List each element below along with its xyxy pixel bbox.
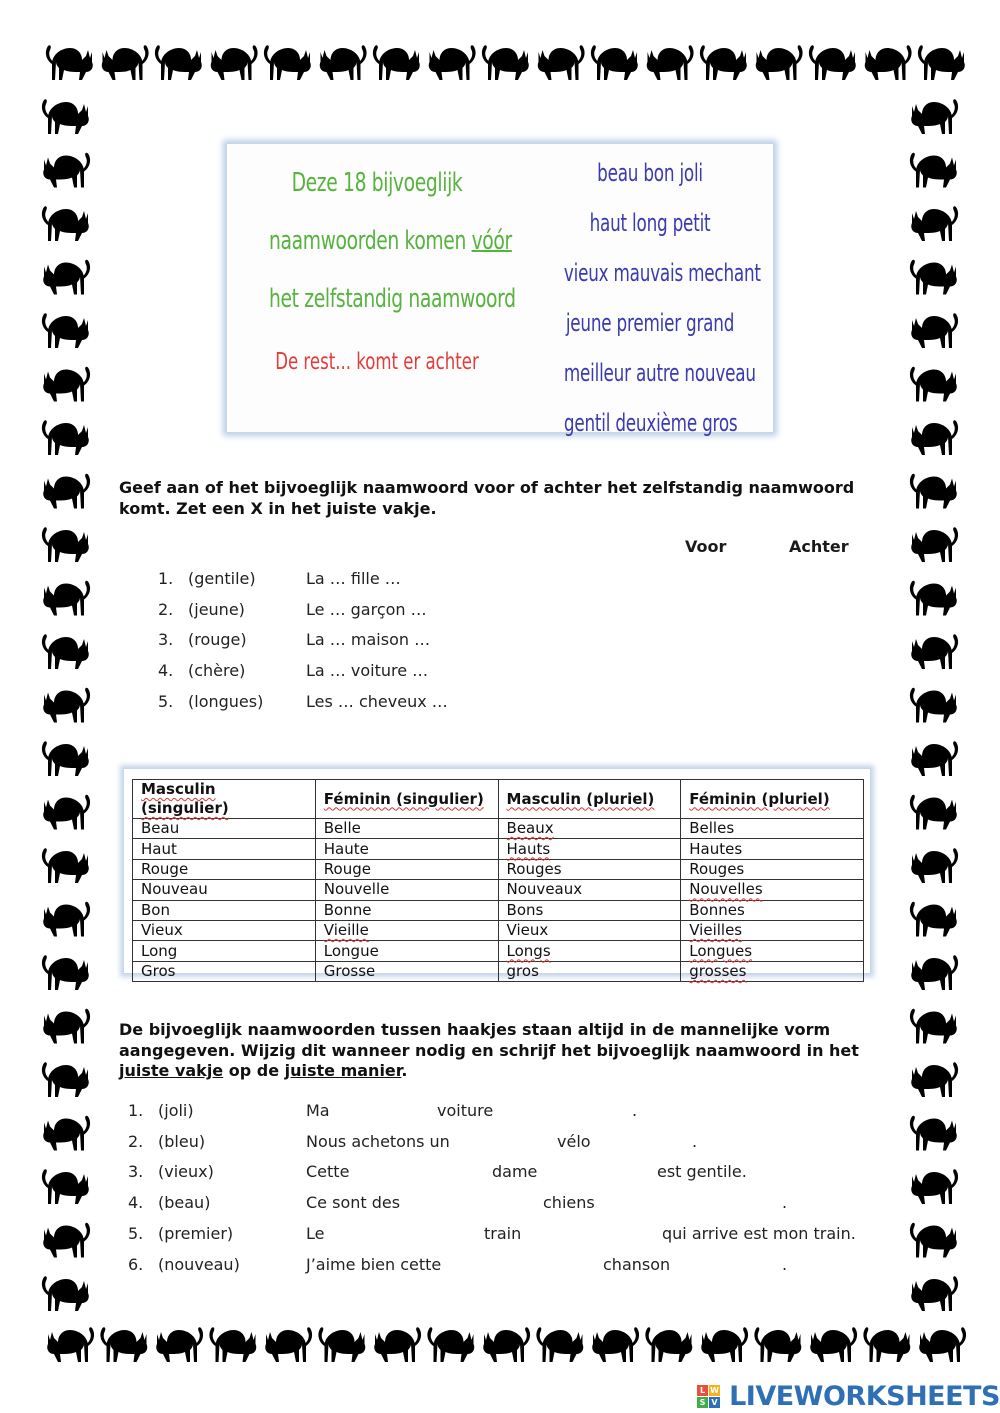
cat-icon [43, 688, 90, 723]
cat-icon [42, 1062, 89, 1097]
ex2-p1: J’aime bien cette [306, 1254, 442, 1274]
cat-icon [910, 581, 957, 616]
header-fem-sing: Féminin (singulier) [315, 780, 498, 819]
table-cell: Longs [498, 941, 681, 961]
cat-icon [373, 45, 420, 80]
cat-icon [209, 1327, 256, 1362]
cat-icon [43, 581, 90, 616]
banner-adjective-list [527, 148, 773, 448]
cat-icon [374, 1327, 421, 1362]
cat-icon [427, 1327, 474, 1362]
ex1-adj: (longues) [188, 691, 264, 711]
table-cell: Nouveaux [498, 880, 681, 900]
cat-icon [42, 206, 89, 241]
ex1-num: 1. [158, 569, 174, 588]
table-cell: Longues [681, 941, 864, 961]
ex2-p2: voiture [437, 1101, 494, 1120]
instruction-part1: Geef aan of het bijvoeglijk naamwoord voor of achter het zelfstandig naamwoord komt. Zet een X in het juiste vakje. [119, 478, 855, 518]
cat-icon [911, 848, 958, 883]
ex2-adj: (nouveau) [158, 1254, 240, 1274]
emph-juiste-vakje: juiste vakje [119, 1061, 224, 1080]
cat-icon [911, 206, 958, 241]
ex1-num: 3. [158, 630, 174, 650]
table-cell: Vieux [133, 920, 316, 940]
cat-icon [910, 1116, 957, 1151]
ex2-p3: . [782, 1254, 788, 1274]
cat-icon [647, 45, 694, 80]
cat-icon [910, 902, 957, 937]
cat-icon [911, 527, 958, 562]
cat-icon [43, 1116, 90, 1151]
table-cell: Rouge [315, 859, 498, 879]
ex2-num: 1. [128, 1101, 144, 1120]
cat-icon [42, 313, 89, 348]
adjective-table-image [123, 768, 871, 980]
adjective-forms-table [132, 779, 864, 982]
ex2-adj: (premier) [158, 1223, 234, 1243]
header-masc-sing: Masculin (singulier) [133, 780, 316, 819]
ex1-adj: (chère) [188, 661, 246, 681]
cat-icon [592, 1327, 639, 1362]
ex1-sentence: La … maison … [306, 630, 431, 650]
column-achter: Achter [789, 537, 849, 556]
header-masc-plur: Masculin (pluriel) [498, 780, 681, 819]
cat-icon [701, 1327, 748, 1362]
banner-red-line: De rest... komt er achter [275, 349, 479, 375]
ex1-num: 2. [158, 599, 174, 619]
cat-icon [42, 99, 89, 134]
cat-icon [910, 1223, 957, 1258]
cat-icon [42, 741, 89, 776]
cat-icon [910, 474, 957, 509]
cat-icon [42, 1276, 89, 1311]
ex1-num: 5. [158, 691, 174, 711]
table-cell: Haute [315, 839, 498, 859]
table-cell: Nouveau [133, 880, 316, 900]
cat-icon [42, 420, 89, 455]
cat-icon [910, 795, 957, 830]
cat-icon [42, 848, 89, 883]
table-cell: Belle [315, 819, 498, 839]
ex2-p1: Nous achetons un [306, 1131, 450, 1151]
cat-icon [591, 45, 638, 80]
ex2-p2: train [484, 1223, 522, 1243]
ex2-p2: chiens [543, 1193, 595, 1213]
banner-line-1: Deze 18 bijvoeglijk [291, 168, 463, 198]
ex1-sentence: Le … garçon … [306, 599, 427, 619]
table-cell: Bon [133, 900, 316, 920]
column-voor: Voor [685, 537, 727, 556]
table-cell: Hauts [498, 839, 681, 859]
table-cell: grosses [681, 961, 864, 981]
cat-icon [645, 1327, 692, 1362]
cat-icon [320, 45, 367, 80]
table-row [133, 819, 864, 839]
ex2-num: 4. [128, 1193, 144, 1213]
cat-icon [911, 955, 958, 990]
cat-icon [865, 45, 912, 80]
ex2-adj: (vieux) [158, 1162, 214, 1182]
table-cell: Vieilles [681, 920, 864, 940]
table-header-row [133, 780, 864, 819]
table-cell: Rouges [681, 859, 864, 879]
banner-line-2: naamwoorden komen vóór [269, 226, 512, 256]
table-cell: Nouvelles [681, 880, 864, 900]
table-row [133, 839, 864, 859]
cat-icon [911, 741, 958, 776]
ex1-sentence: La … voiture … [306, 661, 429, 681]
ex1-sentence: Les … cheveux … [306, 691, 448, 711]
header-fem-plur: Féminin (pluriel) [681, 780, 864, 819]
table-cell: Nouvelle [315, 880, 498, 900]
cat-icon [536, 1327, 583, 1362]
cat-icon [910, 1009, 957, 1044]
ex2-num: 6. [128, 1254, 144, 1274]
ex1-adj: (rouge) [188, 630, 247, 650]
ex2-p3: . [692, 1131, 698, 1151]
ex2-p3: qui arrive est mon train. [662, 1223, 856, 1243]
ex2-p3: . [632, 1101, 638, 1120]
table-cell: Haut [133, 839, 316, 859]
emph-juiste-manier: juiste manier [284, 1061, 402, 1080]
cat-icon [42, 527, 89, 562]
cat-icon [911, 99, 958, 134]
cat-icon [810, 1327, 857, 1362]
ex2-num: 3. [128, 1162, 144, 1182]
table-cell: Rouge [133, 859, 316, 879]
banner-adj-line: meilleur autre nouveau [563, 359, 756, 387]
table-row [133, 880, 864, 900]
table-cell: Vieille [315, 920, 498, 940]
cat-icon [318, 1327, 365, 1362]
cat-icon [482, 45, 529, 80]
banner-adj-line: jeune premier grand [565, 309, 735, 337]
cat-icon [265, 1327, 312, 1362]
cat-icon [911, 634, 958, 669]
table-cell: gros [498, 961, 681, 981]
table-cell: Gros [133, 961, 316, 981]
cat-icon [538, 45, 585, 80]
ex2-adj: (beau) [158, 1193, 211, 1213]
table-cell: Beaux [498, 819, 681, 839]
cat-icon [911, 313, 958, 348]
cat-icon [910, 367, 957, 402]
cat-icon [211, 45, 258, 80]
ex2-p2: dame [492, 1162, 538, 1182]
ex2-p1: Le [306, 1223, 325, 1243]
cat-icon [910, 260, 957, 295]
cat-icon [43, 367, 90, 402]
ex2-num: 2. [128, 1131, 144, 1151]
table-cell: Rouges [498, 859, 681, 879]
cat-icon [43, 902, 90, 937]
cat-icon [43, 1009, 90, 1044]
ex2-p1: Ce sont des [306, 1193, 401, 1213]
banner-emph: vóór [471, 226, 512, 256]
cat-icon [809, 45, 856, 80]
ex2-p2: chanson [603, 1254, 671, 1274]
cat-icon [102, 45, 149, 80]
banner-adj-line: vieux mauvais mechant [563, 259, 761, 287]
banner-adj-line: beau bon joli [597, 159, 703, 187]
ex1-sentence: La … fille … [306, 569, 401, 588]
banner-adj-line: gentil deuxième gros [563, 409, 738, 437]
ex1-adj: (gentile) [188, 569, 256, 588]
table-cell: Vieux [498, 920, 681, 940]
instruction-part2: De bijvoeglijk naamwoorden tussen haakjes staan altijd in de mannelijke vorm aangegeven. Wijzig dit wanneer nodig en schrijf het bijvoeglijk naamwoord in het juiste vakje op de juiste manier. [119, 1020, 859, 1080]
cat-icon [43, 474, 90, 509]
table-cell: Bons [498, 900, 681, 920]
cat-icon [919, 1327, 966, 1362]
ex1-adj: (jeune) [188, 599, 245, 619]
table-cell: Grosse [315, 961, 498, 981]
cat-icon [911, 420, 958, 455]
cat-icon [911, 1169, 958, 1204]
banner-line-3: het zelfstandig naamwoord [269, 284, 516, 314]
cat-icon [43, 260, 90, 295]
table-cell: Longue [315, 941, 498, 961]
cat-icon [429, 45, 476, 80]
table-cell: Long [133, 941, 316, 961]
cat-icon [863, 1327, 910, 1362]
table-cell: Bonnes [681, 900, 864, 920]
table-cell: Belles [681, 819, 864, 839]
cat-icon [754, 1327, 801, 1362]
cat-icon [756, 45, 803, 80]
cat-icon [42, 634, 89, 669]
table-row [133, 941, 864, 961]
cat-icon [100, 1327, 147, 1362]
logo-text: LIVEWORKSHEETS [729, 1381, 1000, 1412]
cat-icon [42, 1169, 89, 1204]
cat-icon [155, 45, 202, 80]
ex2-p3: est gentile. [657, 1162, 747, 1182]
adjectives-banner [226, 143, 774, 437]
cat-icon [43, 795, 90, 830]
cat-icon [47, 1327, 94, 1362]
table-row [133, 859, 864, 879]
ex2-p2: vélo [557, 1131, 591, 1151]
table-row [133, 961, 864, 981]
cat-icon [910, 688, 957, 723]
cat-icon [911, 1062, 958, 1097]
ex2-adj: (bleu) [158, 1131, 206, 1151]
cat-icon [42, 955, 89, 990]
banner-adj-line: haut long petit [589, 209, 711, 237]
ex2-p3: . [782, 1193, 788, 1213]
cat-icon [46, 45, 93, 80]
cat-icon [910, 153, 957, 188]
cat-icon [264, 45, 311, 80]
logo-mark-icon: L W S V [697, 1385, 721, 1409]
cat-icon [43, 1223, 90, 1258]
ex2-num: 5. [128, 1223, 144, 1243]
ex2-p1: Cette [306, 1162, 350, 1182]
table-cell: Bonne [315, 900, 498, 920]
cat-icon [43, 153, 90, 188]
table-row [133, 900, 864, 920]
table-cell: Hautes [681, 839, 864, 859]
cat-icon [911, 1276, 958, 1311]
ex2-p1: Ma [306, 1101, 330, 1120]
cat-icon [918, 45, 965, 80]
cat-icon [700, 45, 747, 80]
banner-left-text [227, 154, 527, 382]
cat-icon [156, 1327, 203, 1362]
liveworksheets-logo [697, 1381, 1000, 1412]
cat-icon [483, 1327, 530, 1362]
ex1-num: 4. [158, 661, 174, 681]
table-row [133, 920, 864, 940]
table-cell: Beau [133, 819, 316, 839]
ex2-adj: (joli) [158, 1101, 194, 1120]
